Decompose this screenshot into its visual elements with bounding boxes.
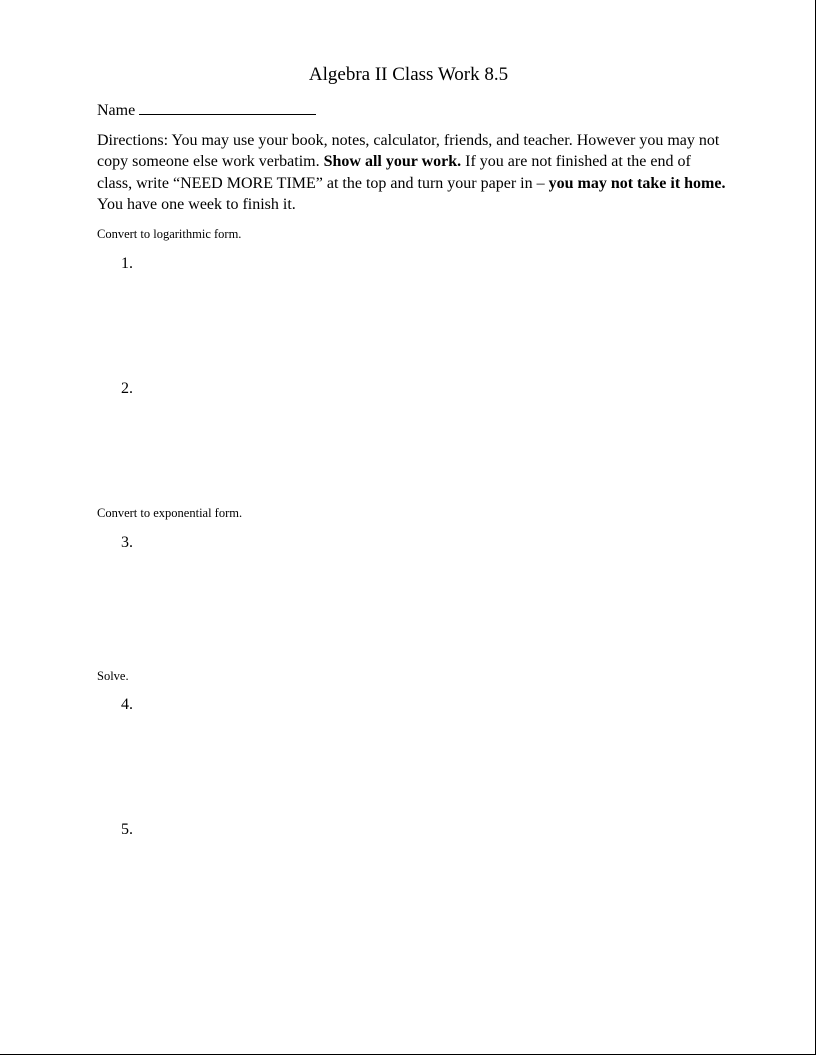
directions-paragraph (97, 130, 727, 215)
name-label: Name (97, 102, 136, 119)
section-label-exponential: Convert to exponential form. (97, 506, 243, 520)
directions-text-2: If you are not finished at the end of class, write “NEED MORE TIME” at the top and turn your paper in – (97, 153, 691, 192)
question-number-2: 2. (121, 380, 133, 397)
directions-text-1: Directions: You may use your book, notes, calculator, friends, and teacher. However you may not copy someone else work verbatim. (97, 132, 720, 171)
question-number-1: 1. (121, 255, 133, 272)
section-label-logarithmic: Convert to logarithmic form. (97, 227, 242, 241)
question-number-5: 5. (121, 821, 133, 838)
page-title: Algebra II Class Work 8.5 (308, 64, 509, 85)
question-number-4: 4. (121, 696, 133, 713)
question-number-3: 3. (121, 534, 133, 551)
name-blank-line (139, 100, 316, 115)
name-field (97, 100, 316, 120)
directions-bold-2: you may not take it home. (548, 174, 726, 192)
directions-text-3: You have one week to finish it. (97, 195, 296, 213)
section-label-solve: Solve. (97, 669, 129, 683)
directions-bold-1: Show all your work. (323, 153, 462, 171)
